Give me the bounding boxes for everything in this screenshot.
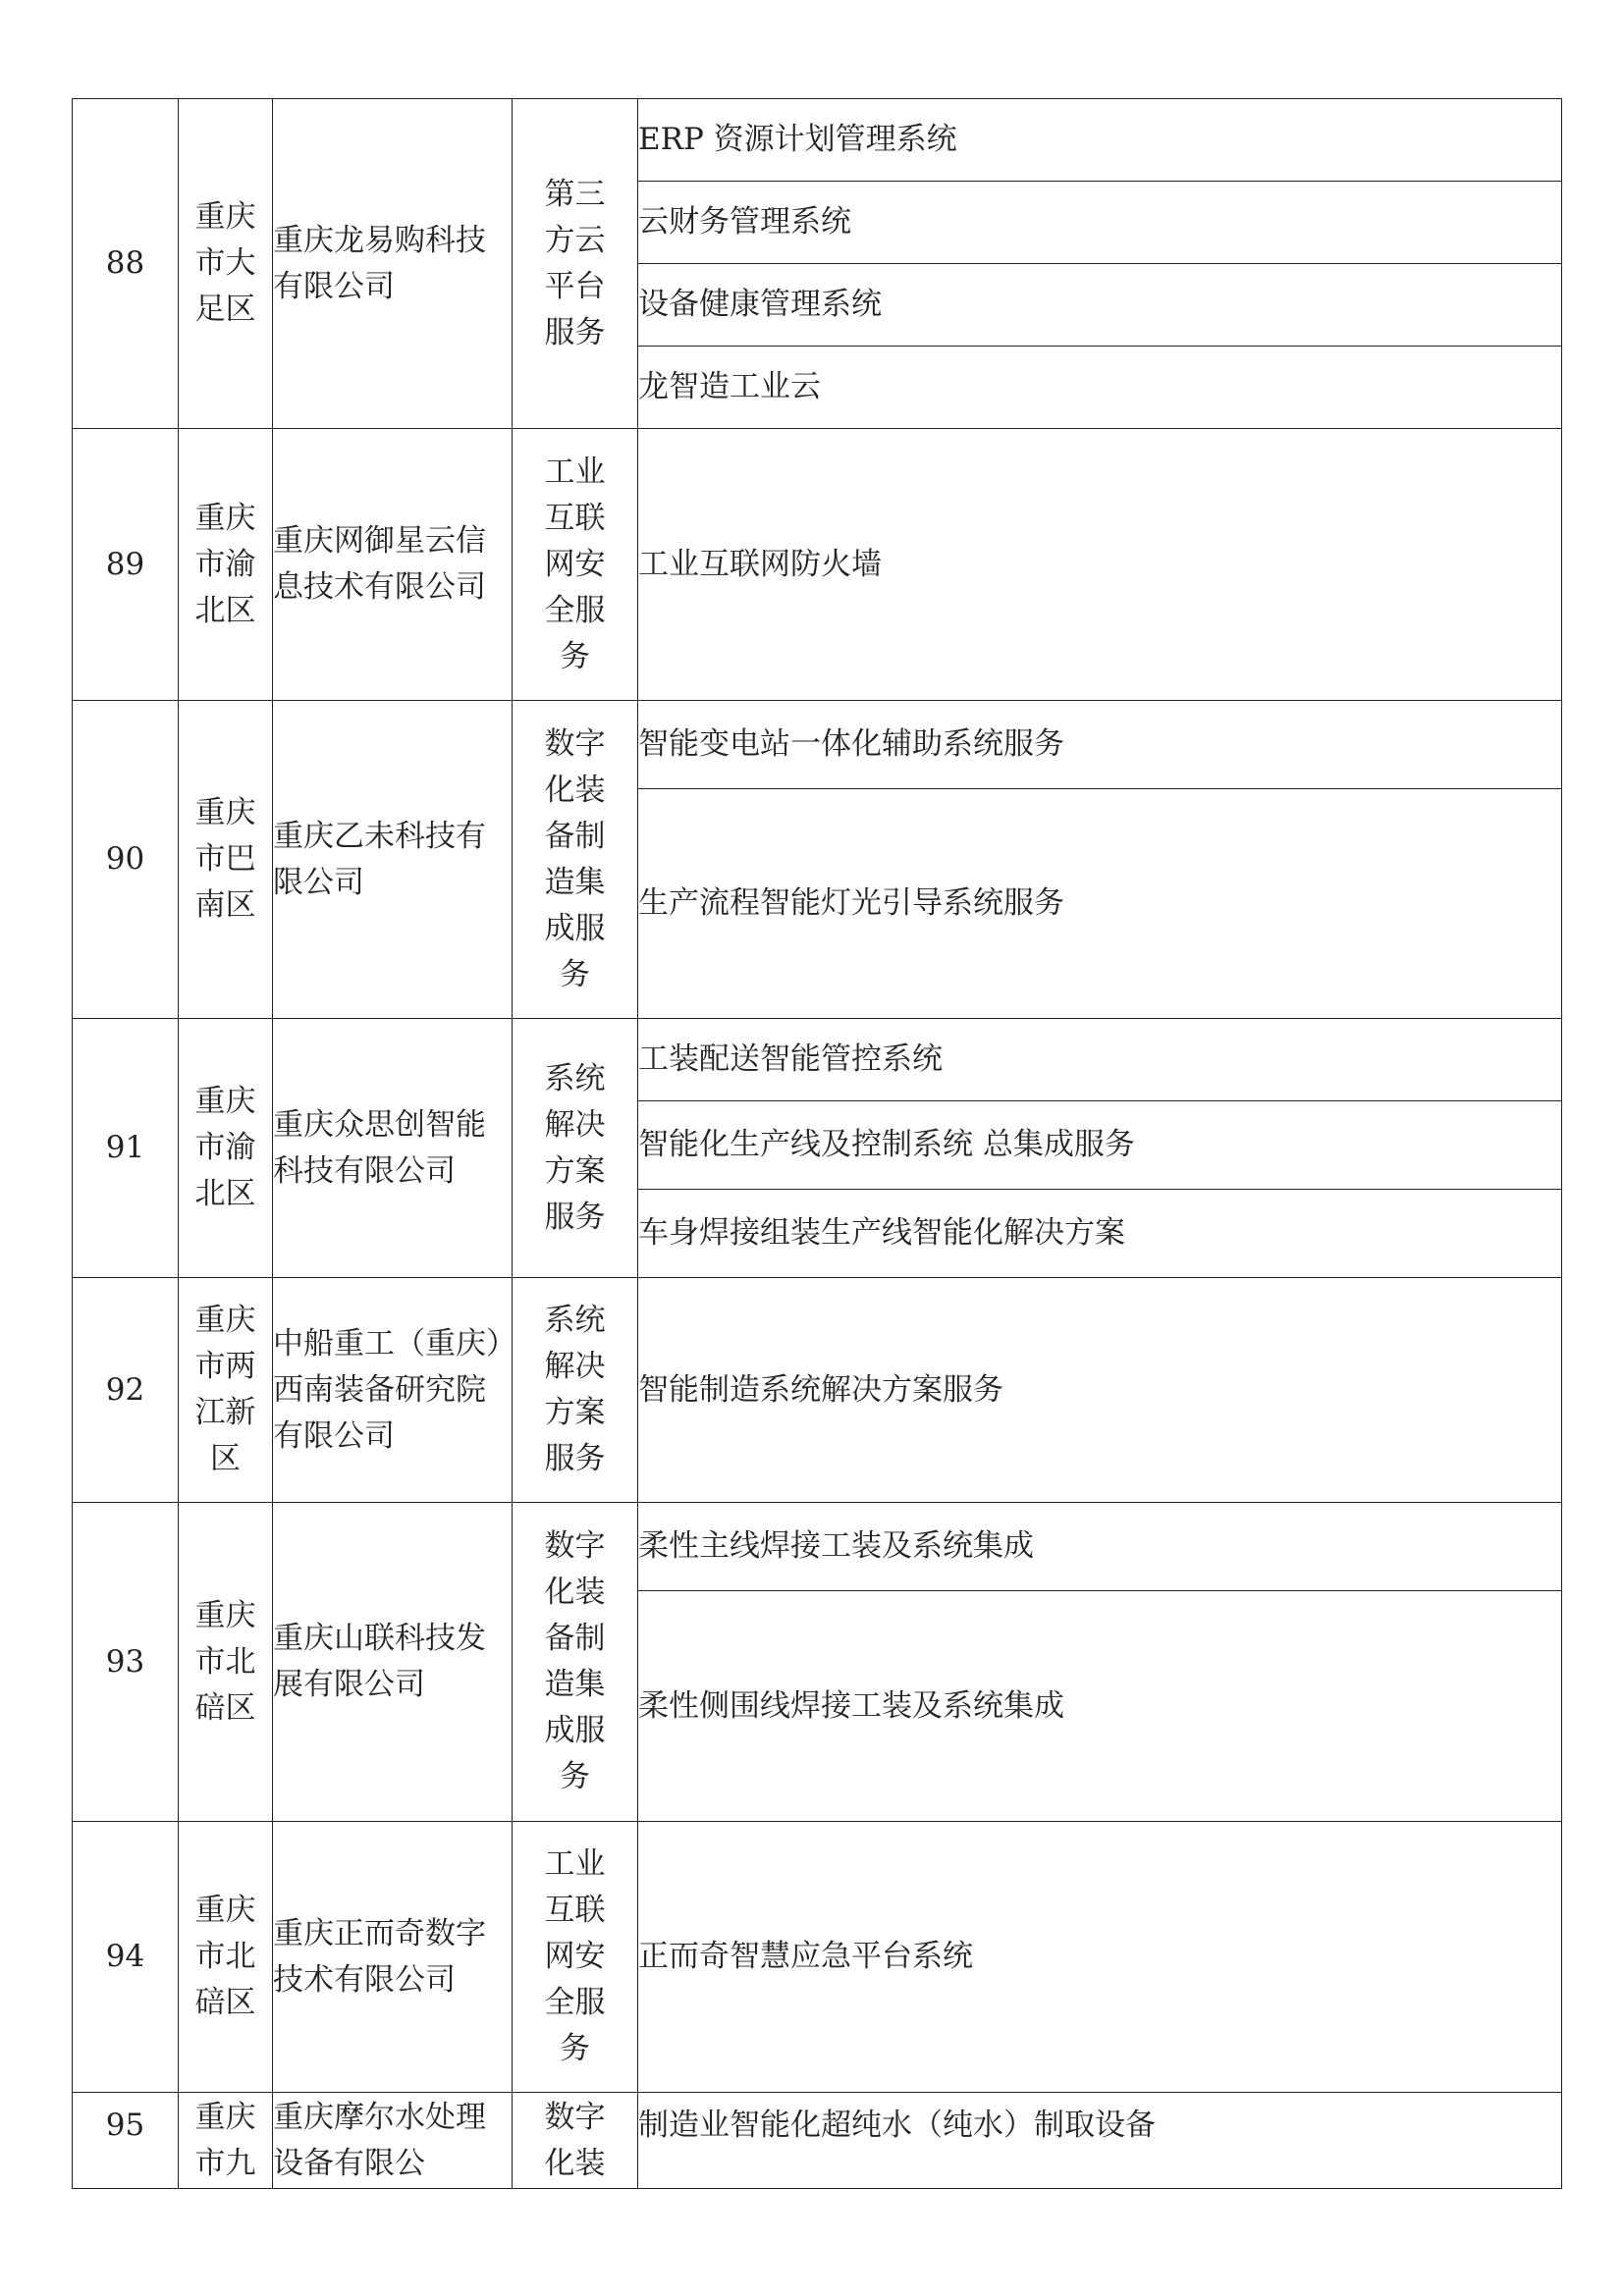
company-cell — [273, 1019, 513, 1278]
table-row — [73, 2093, 1562, 2189]
company-cell — [273, 429, 513, 701]
region-text: 重庆市北碚区 — [194, 1893, 256, 2020]
service-type-cell — [513, 1019, 638, 1278]
service-type-cell — [513, 1503, 638, 1822]
table-row — [73, 429, 1562, 701]
company-name: 中船重工（重庆）西南装备研究院有限公司 — [273, 1325, 502, 1454]
table-row — [73, 1019, 1562, 1101]
product-cell: 设备健康管理系统 — [638, 264, 1562, 347]
company-name: 重庆正而奇数字技术有限公司 — [273, 1915, 486, 1998]
region-text: 重庆市巴南区 — [194, 795, 256, 923]
region-text: 重庆市两江新区 — [194, 1303, 256, 1476]
table-row — [73, 1503, 1562, 1591]
service-type: 系统解决方案服务 — [544, 1303, 606, 1476]
company-cell — [273, 701, 513, 1019]
product-cell: 车身焊接组装生产线智能化解决方案 — [638, 1190, 1562, 1278]
service-type: 工业互联网安全服务 — [544, 454, 606, 674]
service-type: 第三方云平台服务 — [544, 176, 606, 350]
product-cell: 制造业智能化超纯水（纯水）制取设备 — [638, 2093, 1562, 2189]
product-cell: 工业互联网防火墙 — [638, 429, 1562, 701]
region-cell — [179, 1278, 273, 1503]
product-cell: 柔性侧围线焊接工装及系统集成 — [638, 1591, 1562, 1822]
table-row — [73, 99, 1562, 182]
row-number: 92 — [73, 1278, 179, 1503]
region-text: 重庆市九 — [194, 2100, 256, 2181]
region-text: 重庆市渝北区 — [194, 1084, 256, 1211]
company-name: 重庆摩尔水处理设备有限公 — [273, 2100, 486, 2181]
company-name: 重庆网御星云信息技术有限公司 — [273, 523, 486, 605]
row-number: 93 — [73, 1503, 179, 1822]
service-type: 数字化装 — [544, 2100, 606, 2181]
service-type: 工业互联网安全服务 — [544, 1846, 606, 2066]
product-cell: 生产流程智能灯光引导系统服务 — [638, 789, 1562, 1019]
service-type: 数字化装备制造集成服务 — [544, 725, 606, 992]
service-type: 数字化装备制造集成服务 — [544, 1528, 606, 1794]
row-number: 95 — [73, 2093, 179, 2189]
row-number: 90 — [73, 701, 179, 1019]
product-cell: 龙智造工业云 — [638, 347, 1562, 429]
region-cell — [179, 1019, 273, 1278]
product-cell: 工装配送智能管控系统 — [638, 1019, 1562, 1101]
service-type-cell — [513, 1822, 638, 2093]
row-number: 89 — [73, 429, 179, 701]
region-cell — [179, 1503, 273, 1822]
product-cell: 柔性主线焊接工装及系统集成 — [638, 1503, 1562, 1591]
product-cell: 智能变电站一体化辅助系统服务 — [638, 701, 1562, 789]
product-cell: ERP 资源计划管理系统 — [638, 99, 1562, 182]
region-cell — [179, 429, 273, 701]
company-name: 重庆龙易购科技有限公司 — [273, 222, 486, 304]
product-cell: 智能制造系统解决方案服务 — [638, 1278, 1562, 1503]
company-cell — [273, 99, 513, 429]
region-text: 重庆市大足区 — [194, 199, 256, 327]
service-type-cell — [513, 99, 638, 429]
region-cell — [179, 2093, 273, 2189]
row-number: 91 — [73, 1019, 179, 1278]
row-number: 88 — [73, 99, 179, 429]
company-name: 重庆众思创智能科技有限公司 — [273, 1106, 486, 1189]
product-cell: 正而奇智慧应急平台系统 — [638, 1822, 1562, 2093]
company-cell — [273, 1503, 513, 1822]
service-type-cell — [513, 2093, 638, 2189]
enterprise-list-table — [72, 98, 1562, 2189]
region-text: 重庆市渝北区 — [194, 500, 256, 628]
row-number: 94 — [73, 1822, 179, 2093]
table-row — [73, 1822, 1562, 2093]
company-cell — [273, 1278, 513, 1503]
company-name: 重庆山联科技发展有限公司 — [273, 1621, 486, 1702]
region-cell — [179, 99, 273, 429]
service-type: 系统解决方案服务 — [544, 1060, 606, 1235]
region-cell — [179, 1822, 273, 2093]
table-row — [73, 701, 1562, 789]
service-type-cell — [513, 701, 638, 1019]
region-text: 重庆市北碚区 — [194, 1597, 256, 1726]
company-cell — [273, 2093, 513, 2189]
service-type-cell — [513, 1278, 638, 1503]
company-cell — [273, 1822, 513, 2093]
product-cell: 云财务管理系统 — [638, 182, 1562, 264]
table-row — [73, 1278, 1562, 1503]
product-cell: 智能化生产线及控制系统 总集成服务 — [638, 1101, 1562, 1190]
region-cell — [179, 701, 273, 1019]
service-type-cell — [513, 429, 638, 701]
company-name: 重庆乙未科技有限公司 — [273, 818, 486, 900]
